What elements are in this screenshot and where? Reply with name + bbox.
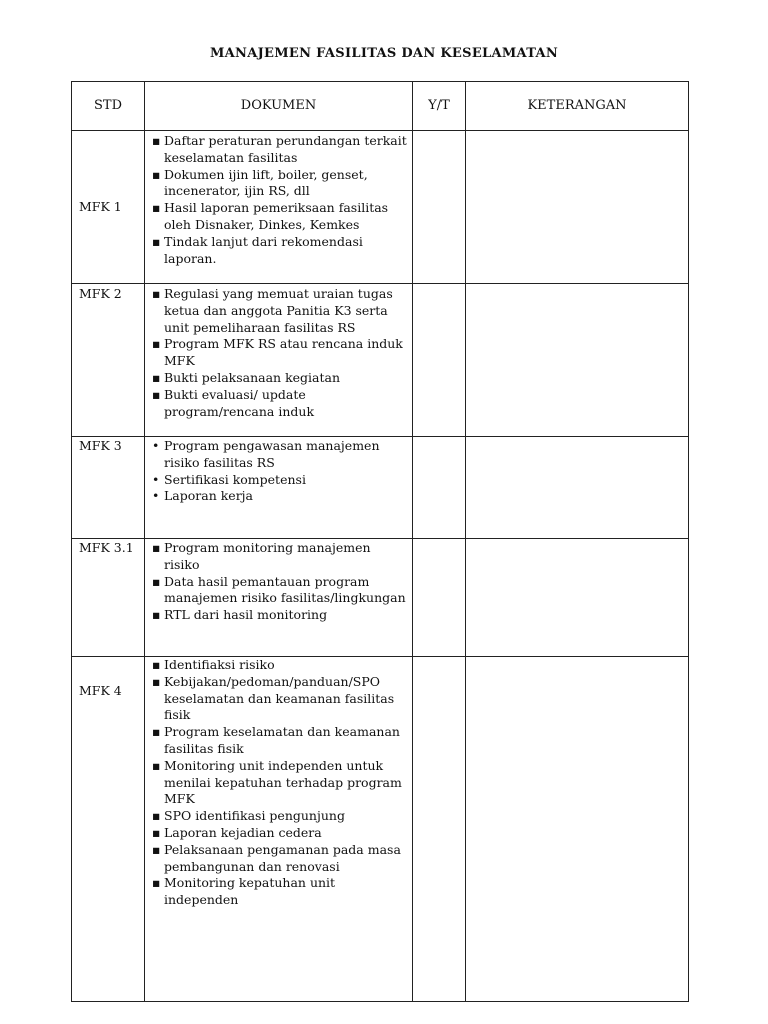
list-item [150, 574, 408, 608]
keterangan-cell[interactable] [466, 284, 689, 437]
list-item [150, 167, 408, 201]
list-item-text: Program MFK RS atau rencana induk MFK [164, 336, 403, 369]
list-item-text: Data hasil pemantauan program manajemen risiko fasilitas/lingkungan [164, 573, 406, 606]
std-cell: MFK 3.1 [72, 539, 145, 657]
list-item [150, 758, 408, 808]
dokumen-cell [145, 539, 413, 657]
list-item-text: RTL dari hasil monitoring [164, 607, 328, 623]
bullet-icon: • [152, 438, 160, 453]
bullet-icon: ▪ [152, 200, 161, 216]
list-item [150, 607, 408, 624]
yt-cell[interactable] [413, 539, 466, 657]
checklist-table [71, 81, 689, 1002]
std-cell: MFK 2 [72, 284, 145, 437]
table-row [72, 437, 689, 539]
header-dokumen: DOKUMEN [145, 82, 413, 131]
bullet-icon: ▪ [152, 286, 161, 301]
yt-cell[interactable] [413, 131, 466, 284]
list-item-text: Daftar peraturan perundangan terkait keselamatan fasilitas [164, 133, 407, 165]
table-row [72, 131, 689, 284]
list-item-text: Dokumen ijin lift, boiler, genset, incenerator, ijin RS, dll [164, 166, 368, 199]
list-item [150, 657, 408, 674]
keterangan-cell[interactable] [466, 657, 689, 1002]
list-item [150, 875, 408, 909]
std-cell: MFK 4 [72, 657, 145, 1002]
keterangan-cell[interactable] [466, 131, 689, 284]
list-item-text: Pelaksanaan pengamanan pada masa pembangunan dan renovasi [164, 841, 401, 874]
bullet-icon: ▪ [152, 875, 161, 891]
list-item [150, 438, 408, 472]
list-item [150, 674, 408, 724]
list-item [150, 540, 408, 574]
list-item-text: Regulasi yang memuat uraian tugas ketua dan anggota Panitia K3 serta unit pemeliharaan fasilitas RS [164, 286, 393, 335]
list-item-text: Sertifikasi kompetensi [164, 471, 306, 487]
list-item [150, 286, 408, 336]
std-cell: MFK 1 [72, 131, 145, 284]
list-item-text: Tindak lanjut dari rekomendasi laporan. [164, 233, 363, 266]
yt-cell[interactable] [413, 284, 466, 437]
list-item-text: Program pengawasan manajemen risiko fasilitas RS [164, 438, 380, 470]
list-item [150, 234, 408, 268]
list-item-text: Hasil laporan pemeriksaan fasilitas oleh Disnaker, Dinkes, Kemkes [164, 200, 389, 232]
document-list [150, 657, 408, 909]
std-cell: MFK 3 [72, 437, 145, 539]
list-item [150, 724, 408, 758]
bullet-icon: ▪ [152, 808, 161, 824]
list-item-text: Laporan kejadian cedera [164, 824, 322, 840]
list-item [150, 808, 408, 825]
dokumen-cell [145, 657, 413, 1002]
list-item [150, 370, 408, 387]
dokumen-cell [145, 131, 413, 284]
bullet-icon: ▪ [152, 386, 161, 402]
list-item [150, 825, 408, 842]
bullet-icon: ▪ [152, 607, 161, 623]
list-item-text: Laporan kerja [164, 488, 254, 504]
bullet-icon: ▪ [152, 540, 161, 555]
bullet-icon: • [152, 488, 160, 504]
bullet-icon: ▪ [152, 233, 161, 249]
list-item [150, 133, 408, 167]
bullet-icon: ▪ [152, 166, 161, 182]
bullet-icon: • [152, 471, 160, 487]
dokumen-cell [145, 437, 413, 539]
list-item-text: Kebijakan/pedoman/panduan/SPO keselamatan dan keamanan fasilitas fisik [164, 673, 395, 723]
bullet-icon: ▪ [152, 673, 161, 689]
bullet-icon: ▪ [152, 724, 161, 740]
list-item-text: Program monitoring manajemen risiko [164, 540, 371, 572]
list-item [150, 387, 408, 421]
document-list [150, 133, 408, 267]
list-item [150, 336, 408, 370]
list-item-text: Identifiaksi risiko [164, 657, 275, 672]
list-item-text: SPO identifikasi pengunjung [164, 808, 345, 824]
header-std: STD [72, 82, 145, 131]
list-item [150, 472, 408, 489]
list-item-text: Bukti pelaksanaan kegiatan [164, 369, 341, 385]
document-list [150, 286, 408, 420]
yt-cell[interactable] [413, 437, 466, 539]
document-list [150, 540, 408, 624]
document-list [150, 438, 408, 505]
list-item-text: Monitoring unit independen untuk menilai kepatuhan terhadap program MFK [164, 757, 402, 807]
list-item [150, 200, 408, 234]
list-item-text: Monitoring kepatuhan unit independen [164, 875, 336, 908]
keterangan-cell[interactable] [466, 437, 689, 539]
list-item-text: Bukti evaluasi/ update program/rencana induk [164, 386, 315, 419]
list-item-text: Program keselamatan dan keamanan fasilitas fisik [164, 724, 400, 756]
list-item [150, 488, 408, 505]
bullet-icon: ▪ [152, 657, 161, 672]
keterangan-cell[interactable] [466, 539, 689, 657]
table-row [72, 284, 689, 437]
list-item [150, 842, 408, 876]
header-keterangan: KETERANGAN [466, 82, 689, 131]
header-row [72, 82, 689, 131]
yt-cell[interactable] [413, 657, 466, 1002]
bullet-icon: ▪ [152, 133, 161, 148]
bullet-icon: ▪ [152, 369, 161, 385]
bullet-icon: ▪ [152, 573, 161, 589]
bullet-icon: ▪ [152, 841, 161, 857]
bullet-icon: ▪ [152, 824, 161, 840]
table-row [72, 539, 689, 657]
document-title: MANAJEMEN FASILITAS DAN KESELAMATAN [209, 46, 559, 61]
header-yt: Y/T [413, 82, 466, 131]
table-row [72, 657, 689, 1002]
dokumen-cell [145, 284, 413, 437]
bullet-icon: ▪ [152, 757, 161, 773]
bullet-icon: ▪ [152, 336, 161, 352]
